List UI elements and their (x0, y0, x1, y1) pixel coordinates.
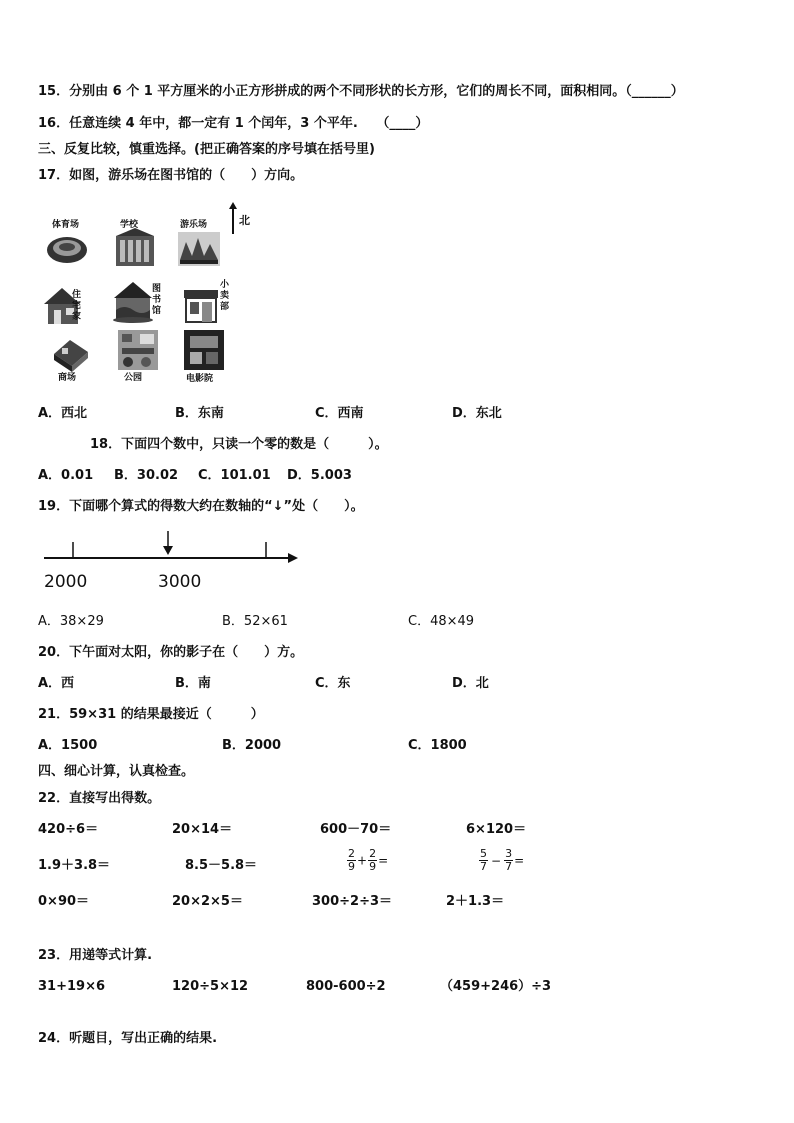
q19-option-a[interactable]: A．38×29 (38, 614, 104, 629)
q15 (38, 84, 684, 100)
q17-option-d[interactable]: D．东北 (452, 406, 502, 421)
q21-option-a[interactable]: A．1500 (38, 738, 98, 753)
axis-arrowhead-icon (288, 553, 298, 563)
amusement-park-icon (176, 226, 222, 270)
axis-label-3000: 3000 (158, 572, 202, 592)
q23-item-2[interactable]: 120÷5×12 (172, 979, 249, 994)
residence-label: 住宅家 (72, 290, 82, 322)
amusement-park-label: 游乐场 (180, 220, 208, 230)
library-icon (110, 280, 156, 324)
down-arrowhead-icon (163, 546, 173, 555)
q22-r2-c2[interactable]: 8.5－5.8＝ (185, 858, 258, 873)
q24-text: 24．听题目，写出正确的结果. (38, 1031, 218, 1046)
section-3-heading: 三、反复比较，慎重选择。(把正确答案的序号填在括号里) (38, 142, 375, 157)
school-icon (112, 226, 158, 270)
q21-text: 21．59×31 的结果最接近（ ） (38, 707, 264, 722)
shop-label: 小卖部 (220, 280, 230, 312)
q22-r3-c3[interactable]: 300÷2÷3＝ (312, 894, 393, 909)
q19-option-c[interactable]: C．48×49 (408, 614, 475, 629)
q17-option-a[interactable]: A．西北 (38, 406, 88, 421)
q18-option-d[interactable]: D．5.003 (287, 468, 352, 483)
q22-r1-c3[interactable]: 600－70＝ (320, 822, 392, 837)
q19-option-b[interactable]: B．52×61 (222, 614, 288, 629)
q17-option-c[interactable]: C．西南 (315, 406, 364, 421)
q16-answer-blank[interactable]: （____） (376, 116, 429, 131)
q19-text: 19．下面哪个算式的得数大约在数轴的“↓”处（ ）。 (38, 499, 364, 514)
park-label: 公园 (124, 373, 143, 383)
mall-label: 商场 (58, 373, 77, 383)
q23-item-1[interactable]: 31+19×6 (38, 979, 106, 994)
axis-label-2000: 2000 (44, 572, 88, 592)
school-label: 学校 (120, 220, 139, 230)
q22-fraction-sum[interactable]: $\frac{2}{9}$ + $\frac{2}{9}$ = (348, 847, 389, 873)
q22-r3-c2[interactable]: 20×2×5＝ (172, 894, 243, 909)
q21-option-b[interactable]: B．2000 (222, 738, 282, 753)
q15-answer-blank[interactable]: （______） (625, 84, 684, 99)
q17-option-b[interactable]: B．东南 (175, 406, 224, 421)
q18-option-a[interactable]: A．0.01 (38, 468, 94, 483)
q17-text: 17．如图，游乐场在图书馆的（ ）方向。 (38, 168, 304, 183)
q22-r1-c1[interactable]: 420÷6＝ (38, 822, 99, 837)
q22-fraction-diff[interactable]: $\frac{5}{7}$ − $\frac{3}{7}$ = (480, 847, 525, 873)
q22-r1-c2[interactable]: 20×14＝ (172, 822, 233, 837)
library-label: 图书馆 (152, 284, 162, 316)
q23-item-3[interactable]: 800-600÷2 (306, 979, 386, 994)
q15-text: 15．分别由 6 个 1 平方厘米的小正方形拼成的两个不同形状的长方形，它们的周长不同，面积相同。 (38, 84, 626, 99)
q21-option-c[interactable]: C．1800 (408, 738, 467, 753)
q23-item-4[interactable]: （459+246）÷3 (440, 979, 552, 994)
north-label: 北 (239, 214, 250, 227)
q22-r1-c4[interactable]: 6×120＝ (466, 822, 527, 837)
section-4-heading: 四、细心计算，认真检查。 (38, 764, 195, 779)
q20-option-b[interactable]: B．南 (175, 676, 211, 691)
q18-text: 18．下面四个数中，只读一个零的数是（ ）。 (90, 437, 388, 452)
q22-text: 22．直接写出得数。 (38, 791, 161, 806)
stadium-icon (44, 226, 90, 270)
stadium-label: 体育场 (52, 220, 80, 230)
park-icon (114, 328, 160, 372)
q20-option-d[interactable]: D．北 (452, 676, 489, 691)
number-line (40, 528, 302, 568)
q20-text: 20．下午面对太阳，你的影子在（ ）方。 (38, 645, 304, 660)
q23-text: 23．用递等式计算. (38, 948, 153, 963)
q20-option-c[interactable]: C．东 (315, 676, 351, 691)
cinema-icon (180, 328, 226, 372)
q22-r3-c1[interactable]: 0×90＝ (38, 894, 90, 909)
q16-text: 16．任意连续 4 年中，都一定有 1 个闰年，3 个平年. (38, 116, 358, 131)
q20-option-a[interactable]: A．西 (38, 676, 75, 691)
q16 (38, 116, 428, 132)
cinema-label: 电影院 (186, 374, 214, 384)
q18-option-b[interactable]: B．30.02 (114, 468, 179, 483)
q18-option-c[interactable]: C．101.01 (198, 468, 271, 483)
q22-r2-c1[interactable]: 1.9＋3.8＝ (38, 858, 111, 873)
q22-r3-c4[interactable]: 2＋1.3＝ (446, 894, 505, 909)
